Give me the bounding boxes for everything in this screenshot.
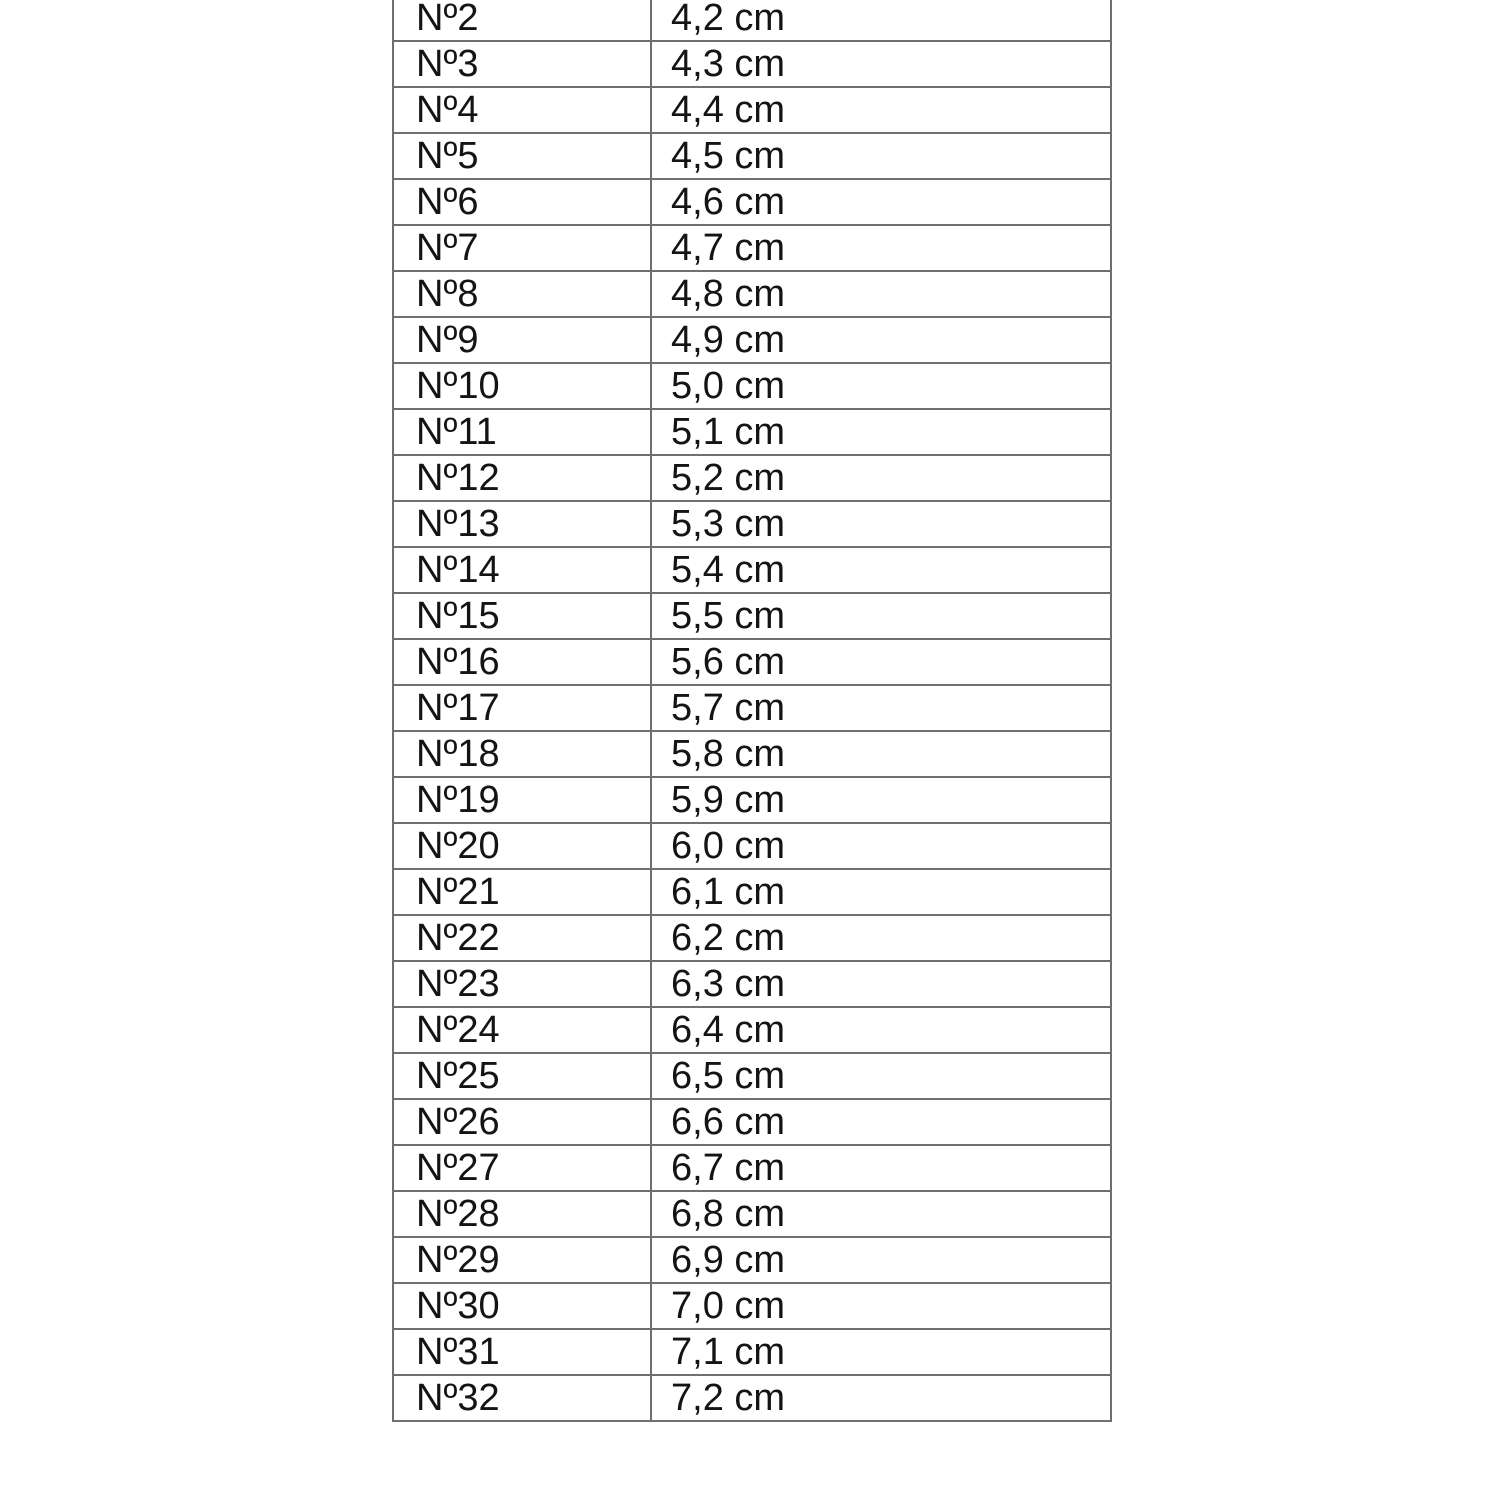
size-number-cell: Nº24 — [393, 1007, 651, 1053]
table-row — [393, 87, 1111, 133]
measurement-cell: 6,0 cm — [651, 823, 1111, 869]
table-row — [393, 455, 1111, 501]
measurement-cell: 5,2 cm — [651, 455, 1111, 501]
table-row — [393, 317, 1111, 363]
size-number-cell: Nº2 — [393, 0, 651, 41]
table-row — [393, 593, 1111, 639]
measurement-cell: 5,0 cm — [651, 363, 1111, 409]
size-number-cell: Nº29 — [393, 1237, 651, 1283]
measurement-cell: 7,1 cm — [651, 1329, 1111, 1375]
measurement-cell: 6,2 cm — [651, 915, 1111, 961]
measurement-cell: 4,5 cm — [651, 133, 1111, 179]
measurement-cell: 5,1 cm — [651, 409, 1111, 455]
measurement-cell: 4,6 cm — [651, 179, 1111, 225]
table-row — [393, 363, 1111, 409]
size-number-cell: Nº10 — [393, 363, 651, 409]
size-number-cell: Nº28 — [393, 1191, 651, 1237]
table-row — [393, 915, 1111, 961]
size-number-cell: Nº14 — [393, 547, 651, 593]
measurement-cell: 5,4 cm — [651, 547, 1111, 593]
measurement-cell: 6,1 cm — [651, 869, 1111, 915]
table-row — [393, 1145, 1111, 1191]
table-row — [393, 685, 1111, 731]
table-row — [393, 179, 1111, 225]
table-row — [393, 1053, 1111, 1099]
measurement-cell: 5,6 cm — [651, 639, 1111, 685]
measurement-cell: 6,8 cm — [651, 1191, 1111, 1237]
table-row — [393, 271, 1111, 317]
size-number-cell: Nº31 — [393, 1329, 651, 1375]
size-number-cell: Nº18 — [393, 731, 651, 777]
table-row — [393, 0, 1111, 41]
size-number-cell: Nº15 — [393, 593, 651, 639]
size-number-cell: Nº27 — [393, 1145, 651, 1191]
measurement-cell: 5,3 cm — [651, 501, 1111, 547]
measurement-cell: 4,7 cm — [651, 225, 1111, 271]
table-row — [393, 547, 1111, 593]
measurement-cell: 6,6 cm — [651, 1099, 1111, 1145]
size-number-cell: Nº13 — [393, 501, 651, 547]
measurement-cell: 7,2 cm — [651, 1375, 1111, 1421]
size-number-cell: Nº9 — [393, 317, 651, 363]
size-number-cell: Nº8 — [393, 271, 651, 317]
size-number-cell: Nº3 — [393, 41, 651, 87]
table-row — [393, 225, 1111, 271]
table-row — [393, 731, 1111, 777]
size-number-cell: Nº22 — [393, 915, 651, 961]
measurement-cell: 6,7 cm — [651, 1145, 1111, 1191]
size-chart-body — [393, 0, 1111, 1421]
measurement-cell: 6,9 cm — [651, 1237, 1111, 1283]
measurement-cell: 5,8 cm — [651, 731, 1111, 777]
size-number-cell: Nº12 — [393, 455, 651, 501]
size-number-cell: Nº32 — [393, 1375, 651, 1421]
size-number-cell: Nº6 — [393, 179, 651, 225]
size-number-cell: Nº25 — [393, 1053, 651, 1099]
table-row — [393, 961, 1111, 1007]
table-row — [393, 1375, 1111, 1421]
table-row — [393, 1191, 1111, 1237]
size-number-cell: Nº20 — [393, 823, 651, 869]
size-number-cell: Nº4 — [393, 87, 651, 133]
table-row — [393, 777, 1111, 823]
size-number-cell: Nº19 — [393, 777, 651, 823]
table-row — [393, 1099, 1111, 1145]
measurement-cell: 6,3 cm — [651, 961, 1111, 1007]
measurement-cell: 4,3 cm — [651, 41, 1111, 87]
size-number-cell: Nº16 — [393, 639, 651, 685]
table-row — [393, 133, 1111, 179]
table-row — [393, 1237, 1111, 1283]
table-row — [393, 823, 1111, 869]
table-row — [393, 409, 1111, 455]
size-number-cell: Nº23 — [393, 961, 651, 1007]
table-row — [393, 501, 1111, 547]
measurement-cell: 4,8 cm — [651, 271, 1111, 317]
measurement-cell: 4,2 cm — [651, 0, 1111, 41]
measurement-cell: 5,9 cm — [651, 777, 1111, 823]
measurement-cell: 6,4 cm — [651, 1007, 1111, 1053]
size-number-cell: Nº17 — [393, 685, 651, 731]
size-number-cell: Nº21 — [393, 869, 651, 915]
size-chart-table — [392, 0, 1112, 1422]
table-row — [393, 41, 1111, 87]
size-number-cell: Nº7 — [393, 225, 651, 271]
size-number-cell: Nº11 — [393, 409, 651, 455]
measurement-cell: 5,5 cm — [651, 593, 1111, 639]
table-row — [393, 1283, 1111, 1329]
measurement-cell: 4,4 cm — [651, 87, 1111, 133]
measurement-cell: 7,0 cm — [651, 1283, 1111, 1329]
size-number-cell: Nº30 — [393, 1283, 651, 1329]
table-row — [393, 869, 1111, 915]
table-row — [393, 1329, 1111, 1375]
table-row — [393, 1007, 1111, 1053]
measurement-cell: 5,7 cm — [651, 685, 1111, 731]
measurement-cell: 4,9 cm — [651, 317, 1111, 363]
size-number-cell: Nº5 — [393, 133, 651, 179]
table-row — [393, 639, 1111, 685]
size-number-cell: Nº26 — [393, 1099, 651, 1145]
measurement-cell: 6,5 cm — [651, 1053, 1111, 1099]
